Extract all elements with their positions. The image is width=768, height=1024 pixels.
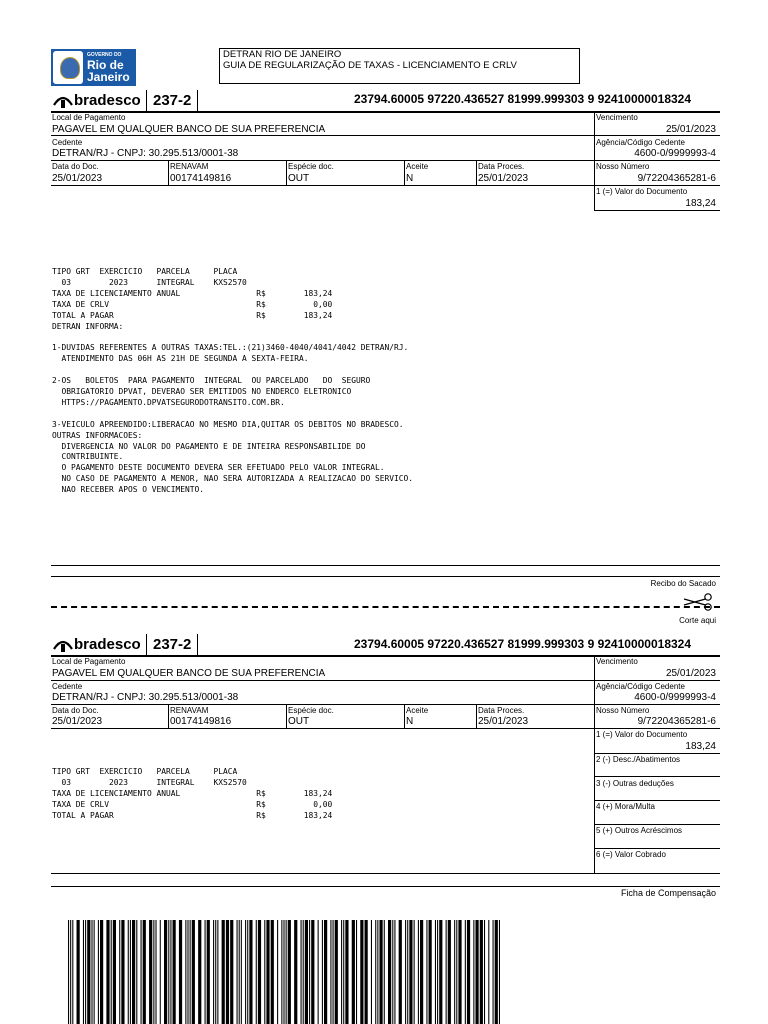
agencia-value: 4600-0/9999993-4 [634,148,716,159]
barcode-bar [141,920,142,1024]
instruction-bottom-line: 03 2023 INTEGRAL KXS2570 [52,777,247,787]
bradesco-logo-icon [52,92,74,108]
barcode-bar [465,920,466,1024]
especie-value-2: OUT [288,716,310,727]
aceite-value-2: N [406,716,414,727]
barcode-bar [111,920,112,1024]
instruction-line: DETRAN INFORMA: [52,321,124,331]
barcode-bar [499,920,500,1024]
valor-doc-value-2: 183,24 [685,741,716,752]
barcode-bar [91,920,92,1024]
barcode-bar [371,920,372,1024]
outros-acrescimos-label: 5 (+) Outros Acréscimos [596,826,683,835]
desc-abatimentos-label: 2 (-) Desc./Abatimentos [596,755,681,764]
barcode-bar [418,920,419,1024]
document-header [219,48,580,84]
instruction-line: TIPO GRT EXERCICIO PARCELA PLACA [52,267,238,276]
bank-name-2: bradesco [74,636,141,653]
barcode-bar [222,920,225,1024]
barcode-bar [394,920,395,1024]
barcode-bar [230,920,233,1024]
barcode-bar [493,920,494,1024]
barcode-bar [205,920,206,1024]
barcode-bar [343,920,344,1024]
barcode-bar [467,920,470,1024]
barcode-bar [247,920,248,1024]
barcode-bar [173,920,176,1024]
data-doc-label: Data do Doc. [52,162,99,171]
data-doc-label-2: Data do Doc. [52,706,99,715]
barcode-bar [213,920,214,1024]
instruction-line: OBRIGATORIO DPVAT, DEVERAO SER EMITIDOS NO ENDERCO ELETRONICO [52,386,352,396]
barcode-bar [301,920,302,1024]
barcode-bar [198,920,201,1024]
local-pagamento-label-2: Local de Pagamento [52,657,126,666]
barcode-bar [168,920,169,1024]
barcode-bar [458,920,461,1024]
barcode-bar [98,920,99,1024]
vencimento-label-2: Vencimento [596,657,638,666]
valor-doc-value: 183,24 [685,198,716,209]
instruction-line [52,332,413,343]
barcode-bar [277,920,278,1024]
instruction-line: 1-DUVIDAS REFERENTES A OUTRAS TAXAS:TEL.:(21)3460-4040/4041/4042 DETRAN/RJ. [52,343,409,353]
barcode-bar [68,920,69,1024]
instruction-line: TAXA DE CRLV R$ 0,00 [52,299,333,309]
renavam-label-2: RENAVAM [170,706,209,715]
bank-code-2: 237-2 [153,636,192,653]
data-doc-value: 25/01/2023 [52,173,103,184]
barcode-bar [237,920,238,1024]
barcode-bar [192,920,195,1024]
bradesco-logo-icon-2 [52,636,74,652]
digitable-line: 23794.60005 97220.436527 81999.999303 9 92410000018324 [354,92,692,106]
data-proces-label: Data Proces. [478,162,525,171]
aceite-label: Aceite [406,162,429,171]
barcode-bar [311,920,314,1024]
barcode-bar [345,920,348,1024]
renavam-value: 00174149816 [170,173,232,184]
barcode-bar [384,920,385,1024]
instructions-top [52,267,413,496]
barcode-bar [72,920,73,1024]
barcode-bar [388,920,391,1024]
nosso-numero-value-2: 9/72204365281-6 [637,716,716,727]
barcode-bar [405,920,406,1024]
governo-rio-logo [51,49,136,86]
instruction-bottom-line: TIPO GRT EXERCICIO PARCELA PLACA [52,767,238,776]
barcode-bar [333,920,334,1024]
instruction-line: O PAGAMENTO DESTE DOCUMENTO DEVERA SER EFETUADO PELO VALOR INTEGRAL. [52,463,385,473]
vencimento-label: Vencimento [596,113,638,122]
bank-code: 237-2 [153,92,192,109]
valor-doc-label-2: 1 (=) Valor do Documento [596,730,688,739]
barcode-bar [85,920,86,1024]
barcode-bar [360,920,363,1024]
header-title: DETRAN RIO DE JANEIRO [223,49,342,60]
barcode-bar [283,920,284,1024]
barcode-bar [256,920,257,1024]
barcode-bar [155,920,156,1024]
barcode-bar [87,920,90,1024]
instruction-bottom-line: TOTAL A PAGAR R$ 183,24 [52,810,333,820]
barcode-bar [303,920,304,1024]
barcode-bar [475,920,478,1024]
barcode-bar [70,920,71,1024]
logo-text-3: Janeiro [87,70,130,84]
barcode-bar [128,920,129,1024]
instruction-line: NAO RECEBER APOS O VENCIMENTO. [52,485,205,495]
barcode-bar [437,920,438,1024]
mora-multa-label: 4 (+) Mora/Multa [596,802,655,811]
instruction-bottom-line: TAXA DE LICENCIAMENTO ANUAL R$ 183,24 [52,788,333,798]
barcode-bar [420,920,423,1024]
barcode-bar [215,920,216,1024]
barcode-bar [484,920,485,1024]
barcode-bar [439,920,442,1024]
barcode-bar [132,920,135,1024]
digitable-line-2: 23794.60005 97220.436527 81999.999303 9 92410000018324 [354,637,692,651]
instruction-line: HTTPS://PAGAMENTO.DPVATSEGURODOTRANSITO.COM.BR. [52,397,285,407]
barcode-bar [392,920,393,1024]
especie-label-2: Espécie doc. [288,706,334,715]
valor-doc-label: 1 (=) Valor do Documento [596,187,688,196]
coat-of-arms-icon [53,51,83,84]
barcode-bar [448,920,451,1024]
instruction-line: CONTRIBUINTE. [52,452,124,462]
agencia-label-2: Agência/Código Cedente [596,682,685,691]
barcode-bar [409,920,412,1024]
agencia-value-2: 4600-0/9999993-4 [634,692,716,703]
barcode-bar [281,920,282,1024]
barcode-bar [136,920,137,1024]
barcode-bar [379,920,382,1024]
instruction-line: 3-VEICULO APREENDIDO:LIBERACAO NO MESMO DIA,QUITAR OS DEBITOS NO BRADESCO. [52,419,404,429]
barcode-bar [190,920,191,1024]
cedente-label-2: Cedente [52,682,83,691]
agencia-label: Agência/Código Cedente [596,138,685,147]
instruction-line [52,365,413,376]
barcode-bar [480,920,483,1024]
barcode-bar [435,920,436,1024]
logo-text-2: Rio de [87,58,124,72]
barcode-bar [330,920,331,1024]
barcode-bar [77,920,80,1024]
barcode-bar [309,920,310,1024]
barcode-bar [226,920,229,1024]
instruction-line: TOTAL A PAGAR R$ 183,24 [52,310,333,320]
barcode-bar [365,920,368,1024]
instruction-line [52,409,413,420]
data-proces-value: 25/01/2023 [478,173,529,184]
cedente-label: Cedente [52,138,83,147]
barcode-bar [341,920,342,1024]
outras-deducoes-label: 3 (-) Outras deduções [596,779,674,788]
barcode-bar [294,920,297,1024]
barcode-bar [207,920,210,1024]
barcode-bar [258,920,261,1024]
aceite-label-2: Aceite [406,706,429,715]
recibo-label: Recibo do Sacado [650,579,716,588]
local-pagamento-label: Local de Pagamento [52,113,126,122]
barcode-bar [426,920,427,1024]
cedente-value: DETRAN/RJ - CNPJ: 30.295.513/0001-38 [52,148,239,159]
barcode-bar [130,920,131,1024]
local-pagamento-2: PAGAVEL EM QUALQUER BANCO DE SUA PREFERENCIA [52,668,326,679]
barcode-bar [106,920,109,1024]
barcode-bar [185,920,186,1024]
barcode-bar [407,920,408,1024]
barcode-bar [249,920,252,1024]
barcode-bar [429,920,432,1024]
barcode-bar [286,920,287,1024]
barcode-bar [454,920,455,1024]
barcode-bar [356,920,357,1024]
barcode-bar [377,920,378,1024]
nosso-numero-label: Nosso Número [596,162,650,171]
barcode-bar [121,920,124,1024]
instructions-bottom [52,767,332,822]
barcode-bar [83,920,84,1024]
especie-value: OUT [288,173,310,184]
barcode-bar [335,920,338,1024]
barcode-bar [160,920,161,1024]
barcode-bar [399,920,402,1024]
barcode-bar [318,920,319,1024]
local-pagamento: PAGAVEL EM QUALQUER BANCO DE SUA PREFERENCIA [52,124,326,135]
barcode-bar [352,920,355,1024]
barcode-bar [187,920,188,1024]
cedente-value-2: DETRAN/RJ - CNPJ: 30.295.513/0001-38 [52,692,239,703]
barcode-bar [170,920,171,1024]
barcode-bar [100,920,103,1024]
barcode-bar [113,920,116,1024]
barcode-bar [264,920,265,1024]
scissors-icon [682,593,716,611]
data-proces-value-2: 25/01/2023 [478,716,529,727]
instruction-line: TAXA DE LICENCIAMENTO ANUAL R$ 183,24 [52,288,333,298]
nosso-numero-label-2: Nosso Número [596,706,650,715]
barcode-bar [473,920,474,1024]
instruction-line: NO CASO DE PAGAMENTO A MENOR, NAO SERA AUTORIZADA A REALIZACAO DO SERVICO. [52,474,414,484]
corte-label: Corte aqui [679,616,716,625]
instruction-line: 2-OS BOLETOS PARA PAGAMENTO INTEGRAL OU PARCELADO DO SEGURO [52,376,371,386]
barcode-bar [164,920,167,1024]
vencimento-value: 25/01/2023 [665,124,716,135]
barcode-bar [375,920,376,1024]
data-proces-label-2: Data Proces. [478,706,525,715]
barcode-bar [245,920,246,1024]
renavam-label: RENAVAM [170,162,209,171]
barcode-bar [179,920,182,1024]
barcode-bar [271,920,274,1024]
instruction-line: DIVERGENCIA NO VALOR DO PAGAMENTO E DE INTEIRA RESPONSABILIDE DO [52,441,366,451]
instruction-bottom-line: TAXA DE CRLV R$ 0,00 [52,799,333,809]
barcode-bar [446,920,447,1024]
ficha-label: Ficha de Compensação [620,888,716,898]
barcode-bar [266,920,269,1024]
renavam-value-2: 00174149816 [170,716,232,727]
barcode-bar [239,920,240,1024]
nosso-numero-value: 9/72204365281-6 [637,173,716,184]
barcode-bar [414,920,415,1024]
barcode-bar [288,920,291,1024]
barcode-bar [495,920,498,1024]
barcode-bar [488,920,489,1024]
logo-text-1: GOVERNO DO [87,52,122,58]
barcode-bar [322,920,323,1024]
instruction-line: ATENDIMENTO DAS 06H AS 21H DE SEGUNDA A SEXTA-FEIRA. [52,354,309,364]
barcode-bar [119,920,120,1024]
barcode-bar [149,920,152,1024]
barcode-bar [94,920,95,1024]
valor-cobrado-label: 6 (=) Valor Cobrado [596,850,666,859]
instruction-line: 03 2023 INTEGRAL KXS2570 [52,277,247,287]
instruction-line: OUTRAS INFORMACOES: [52,430,143,440]
barcode-bar [241,920,242,1024]
barcode-bar [143,920,146,1024]
especie-label: Espécie doc. [288,162,334,171]
barcode-bar [153,920,154,1024]
barcode-bar [217,920,218,1024]
barcode-bar [305,920,308,1024]
barcode [68,920,500,1024]
aceite-value: N [406,173,414,184]
cut-line [51,606,720,608]
barcode-bar [456,920,457,1024]
header-subtitle: GUIA DE REGULARIZAÇÃO DE TAXAS - LICENCIAMENTO E CRLV [223,60,517,71]
vencimento-value-2: 25/01/2023 [665,668,716,679]
data-doc-value-2: 25/01/2023 [52,716,103,727]
bank-name: bradesco [74,92,141,109]
barcode-bar [324,920,327,1024]
